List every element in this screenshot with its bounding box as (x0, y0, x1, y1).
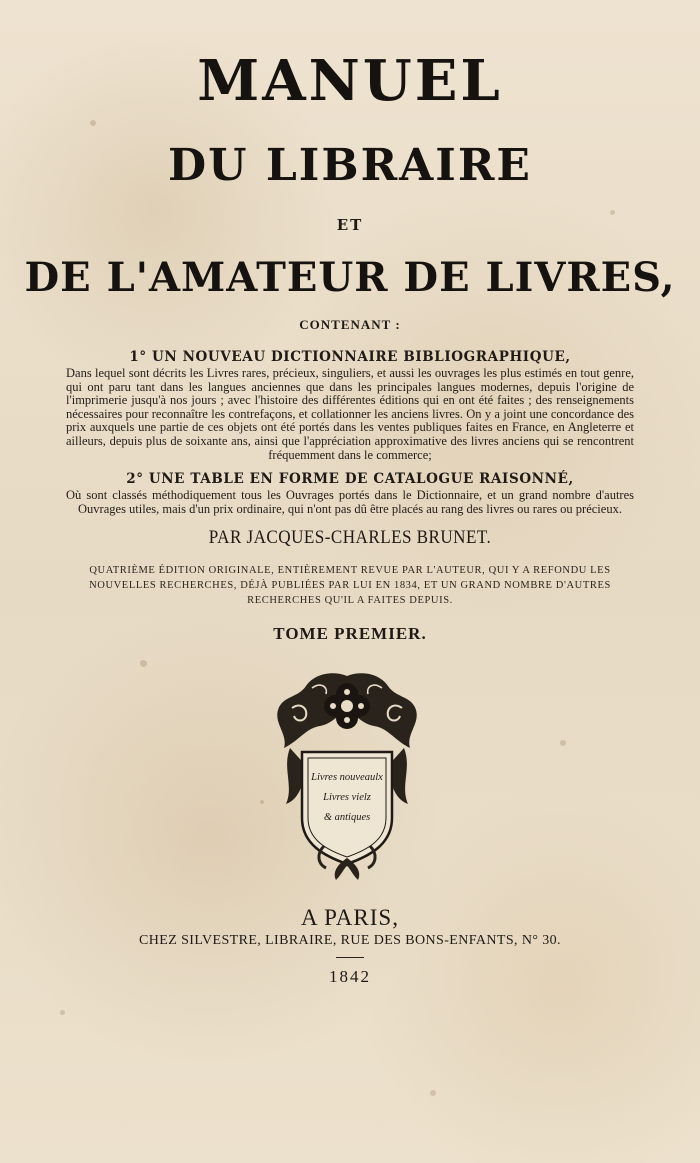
title-manuel: MANUEL (197, 48, 503, 114)
edition-statement: QUATRIÈME ÉDITION ORIGINALE, ENTIÈREMENT REVUE PAR L'AUTEUR, QUI Y A REFONDU LES NOUVELLES RECHERCHES, DÉJÀ PUBLIÉES PAR LUI EN 1834, ET UN GRAND NOMBRE D'AUTRES RECHERCHES QU'IL A FAITES DEPUIS. (89, 565, 611, 606)
contenant-label: CONTENANT : (299, 317, 401, 332)
device-motto-line3: & antiques (323, 812, 371, 823)
imprint-year: 1842 (329, 967, 371, 986)
imprint-publisher: CHEZ SILVESTRE, LIBRAIRE, RUE DES BONS-ENFANTS, N° 30. (139, 933, 561, 948)
section2-body: Où sont classés méthodiquement tous les Ouvrages portés dans le Dictionnaire, et un grand nombre d'autres Ouvrages utiles, mais d'un prix ordinaire, qui n'ont pas dû être placés au rang des livres ou rares ou précieux. (66, 488, 634, 516)
foxing-spot (60, 1010, 65, 1015)
section1-body: Dans lequel sont décrits les Livres rares, précieux, singuliers, et aussi les ouvrages les plus estimés en tout genre, qui ont paru tant dans les langues anciennes que dans les principales langues modernes, depuis l'origine de l'imprimerie jusqu'à nos jours ; avec l'histoire des différentes éditions qui en ont été faites ; des renseignements nécessaires pour reconnaître les contrefaçons, et collationner les anciens livres. On y a joint une concordance des prix auxquels une partie de ces objets ont été portés dans les ventes publiques faites en France, en Angleterre et ailleurs, depuis plus de soixante ans, ainsi que l'appréciation approximative des livres anciens qui se rencontrent fréquemment dans le commerce; (66, 366, 634, 462)
imprint-city: A PARIS, (301, 905, 399, 930)
device-motto-line1: Livres nouveaulx (311, 772, 383, 783)
foxing-spot (560, 740, 566, 746)
foxing-spot (260, 800, 264, 804)
section1-heading: 1° UN NOUVEAU DICTIONNAIRE BIBLIOGRAPHIQUE, (129, 349, 571, 365)
title-et: ET (336, 216, 364, 234)
foxing-spot (90, 120, 96, 126)
volume-label: TOME PREMIER. (273, 624, 427, 643)
title-amateur-de-livres: DE L'AMATEUR DE LIVRES, (24, 254, 676, 301)
device-motto-line2: Livres vielz (323, 792, 371, 803)
imprint-divider (336, 957, 364, 958)
author-line: PAR JACQUES-CHARLES BRUNET. (208, 527, 492, 548)
foxing-spot (610, 210, 615, 215)
title-du-libraire: DU LIBRAIRE (168, 140, 532, 191)
section2-heading: 2° UNE TABLE EN FORME DE CATALOGUE RAISONNÉ, (126, 471, 574, 487)
foxing-spot (430, 1090, 436, 1096)
foxing-spot (140, 660, 147, 667)
printers-device-ornament-icon (272, 668, 422, 886)
